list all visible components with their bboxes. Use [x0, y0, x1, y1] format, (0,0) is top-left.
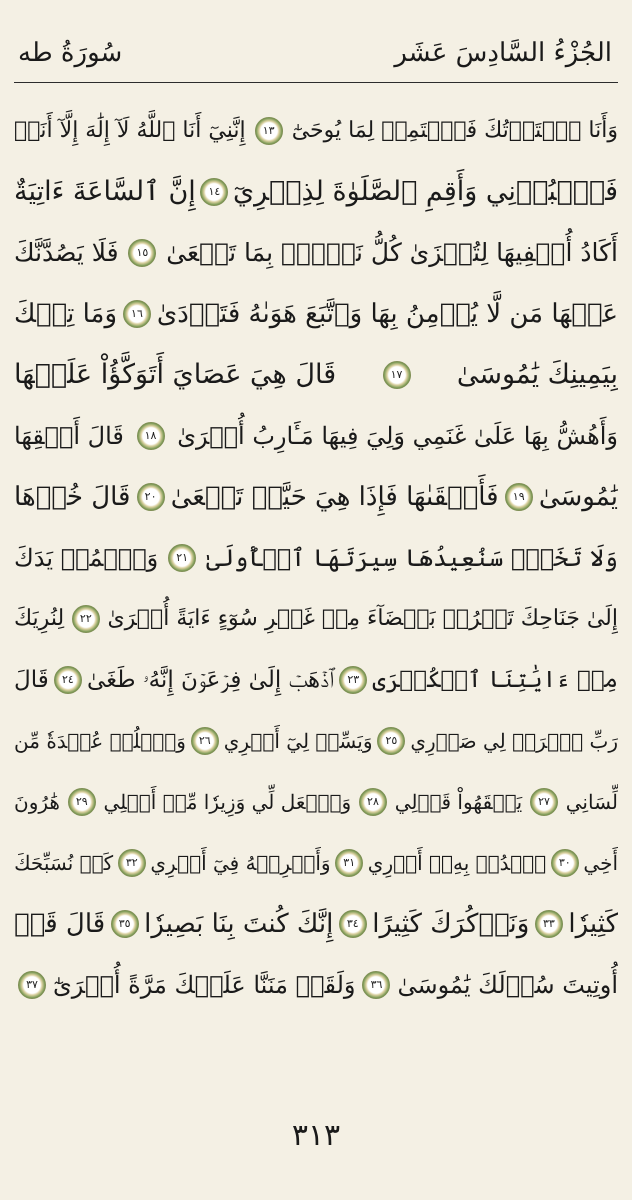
- juz-title: الجُزْءُ السَّادِسَ عَشَر: [394, 38, 612, 68]
- verse-number-marker: ٢٠: [137, 483, 165, 511]
- page-number: ٣١٣: [291, 1118, 341, 1153]
- verse-number-marker: ٢١: [168, 544, 196, 572]
- verse-number-marker: ٢٩: [68, 788, 96, 816]
- verse-line: [14, 893, 618, 954]
- verse-segment: رَبِّ ٱشۡرَحۡ لِي صَدۡرِي: [410, 728, 618, 753]
- verse-number-marker: ٣٢: [118, 849, 146, 877]
- verse-segment: فَأَلۡقَىٰهَا فَإِذَا هِيَ حَيَّةٞ تَسۡعَىٰ: [170, 481, 499, 512]
- page-header: [0, 0, 632, 90]
- verse-segment: وَٱضۡمُمۡ يَدَكَ: [14, 543, 159, 572]
- verse-segment: وَأَشۡرِكۡهُ فِيٓ أَمۡرِي: [150, 850, 331, 875]
- verse-segment: قَالَ هِيَ عَصَايَ أَتَوَكَّؤُاْ عَلَيۡهَا: [14, 359, 337, 390]
- verse-number-marker: ٢٣: [339, 666, 367, 694]
- verse-segment: أَخِي: [583, 850, 618, 875]
- verse-line: [14, 283, 618, 344]
- verse-segment: لِنُرِيَكَ: [14, 606, 65, 631]
- verse-segment: يَفۡقَهُواْ قَوۡلِي: [394, 789, 523, 814]
- verse-number-marker: ٢٥: [377, 727, 405, 755]
- verse-line: [14, 710, 618, 771]
- verse-segment: وَٱحۡلُلۡ عُقۡدَةٗ مِّن: [14, 728, 186, 753]
- verse-segment: يَٰمُوسَىٰ: [538, 481, 618, 512]
- verse-segment: مِنۡ ءَايَٰتِنَا ٱلۡكُبۡرَى: [372, 666, 618, 693]
- verse-number-marker: ٢٤: [54, 666, 82, 694]
- verse-number-marker: ٣٠: [551, 849, 579, 877]
- verse-segment: وَيَسِّرۡ لِيٓ أَمۡرِي: [223, 728, 373, 753]
- verse-segment: قَالَ: [14, 666, 49, 693]
- verse-segment: وَنَذۡكُرَكَ كَثِيرًا: [372, 908, 530, 939]
- verse-line: [14, 405, 618, 466]
- verse-number-marker: ١٦: [123, 300, 151, 328]
- verse-number-marker: ٣٣: [535, 910, 563, 938]
- verse-segment: كَثِيرٗا: [568, 908, 618, 939]
- verse-line: [14, 954, 618, 1015]
- verse-number-marker: ١٨: [137, 422, 165, 450]
- verse-number-marker: ٣٤: [339, 910, 367, 938]
- verse-line: [14, 771, 618, 832]
- verse-segment: وَلَقَدۡ مَنَنَّا عَلَيۡكَ مَرَّةً أُخۡرَىٰٓ: [53, 970, 356, 999]
- verse-line: [14, 344, 618, 405]
- verse-segment: قَالَ خُذۡهَا: [14, 481, 131, 512]
- verse-segment: إِلَىٰ جَنَاحِكَ تَخۡرُجۡ بَيۡضَآءَ مِنۡ غَيۡرِ سُوٓءٍ ءَايَةً أُخۡرَىٰ: [107, 606, 618, 631]
- verse-segment: ٱذۡهَبۡ إِلَىٰ فِرۡعَوۡنَ إِنَّهُۥ طَغَىٰ: [86, 666, 335, 693]
- verse-number-marker: ٣١: [335, 849, 363, 877]
- verse-number-marker: ٢٧: [530, 788, 558, 816]
- surah-title: سُورَةُ طه: [18, 38, 123, 68]
- verse-segment: ٱشۡدُدۡ بِهِۦٓ أَزۡرِي: [367, 850, 547, 875]
- verse-segment: وَمَا تِلۡكَ: [14, 298, 118, 329]
- verse-number-marker: ١٧: [383, 361, 411, 389]
- verse-segment: قَالَ قَدۡ: [14, 908, 106, 939]
- verse-number-marker: ١٣: [255, 117, 283, 145]
- verse-segment: أُوتِيتَ سُؤۡلَكَ يَٰمُوسَىٰ: [397, 970, 618, 999]
- verse-line: [14, 161, 618, 222]
- verse-line: [14, 588, 618, 649]
- verse-segment: إِنَّ ٱلسَّاعَةَ ءَاتِيَةٌ: [14, 176, 196, 207]
- verse-segment: فَٱعۡبُدۡنِي وَأَقِمِ ٱلصَّلَوٰةَ لِذِكۡرِيٓ: [233, 176, 618, 207]
- verse-number-marker: ١٩: [505, 483, 533, 511]
- verse-number-marker: ٢٦: [191, 727, 219, 755]
- verse-number-marker: ٣٦: [362, 971, 390, 999]
- verse-segment: إِنَّنِيٓ أَنَا ٱللَّهُ لَآ إِلَٰهَ إِلَّآ أَنَا۠: [14, 118, 246, 143]
- verse-number-marker: ٢٨: [359, 788, 387, 816]
- verse-segment: بِيَمِينِكَ يَٰمُوسَىٰ: [456, 359, 618, 390]
- verse-segment: فَلَا يَصُدَّنَّكَ: [14, 238, 119, 267]
- verse-segment: وَلَا تَخَفۡۖ سَنُعِيدُهَا سِيرَتَهَا ٱلۡأُولَىٰ: [206, 543, 618, 572]
- verse-segment: أَكَادُ أُخۡفِيهَا لِتُجۡزَىٰ كُلُّ نَفۡسِۭ بِمَا تَسۡعَىٰ: [166, 238, 618, 267]
- verse-text-area: [14, 100, 618, 1015]
- verse-number-marker: ٣٥: [111, 910, 139, 938]
- verse-segment: وَٱجۡعَل لِّي وَزِيرٗا مِّنۡ أَهۡلِي: [103, 789, 352, 814]
- verse-segment: عَنۡهَا مَن لَّا يُؤۡمِنُ بِهَا وَٱتَّبَعَ هَوَىٰهُ فَتَرۡدَىٰ: [156, 298, 618, 329]
- verse-segment: قَالَ أَلۡقِهَا: [14, 421, 124, 450]
- verse-line: [14, 649, 618, 710]
- verse-segment: كَيۡ نُسَبِّحَكَ: [14, 850, 114, 875]
- verse-number-marker: ١٥: [128, 239, 156, 267]
- verse-segment: وَأَنَا ٱخۡتَرۡتُكَ فَٱسۡتَمِعۡ لِمَا يُوحَىٰٓ: [291, 118, 618, 143]
- verse-line: [14, 100, 618, 161]
- verse-segment: إِنَّكَ كُنتَ بِنَا بَصِيرٗا: [144, 908, 334, 939]
- verse-number-marker: ٣٧: [18, 971, 46, 999]
- verse-segment: لِّسَانِي: [565, 789, 618, 814]
- verse-line: [14, 527, 618, 588]
- verse-segment: هَٰرُونَ: [14, 789, 60, 814]
- header-divider: [14, 82, 618, 83]
- verse-segment: وَأَهُشُّ بِهَا عَلَىٰ غَنَمِي وَلِيَ فِيهَا مَـَٔارِبُ أُخۡرَىٰ: [177, 421, 618, 450]
- verse-number-marker: ١٤: [200, 178, 228, 206]
- verse-line: [14, 222, 618, 283]
- verse-number-marker: ٢٢: [72, 605, 100, 633]
- verse-line: [14, 832, 618, 893]
- verse-line: [14, 466, 618, 527]
